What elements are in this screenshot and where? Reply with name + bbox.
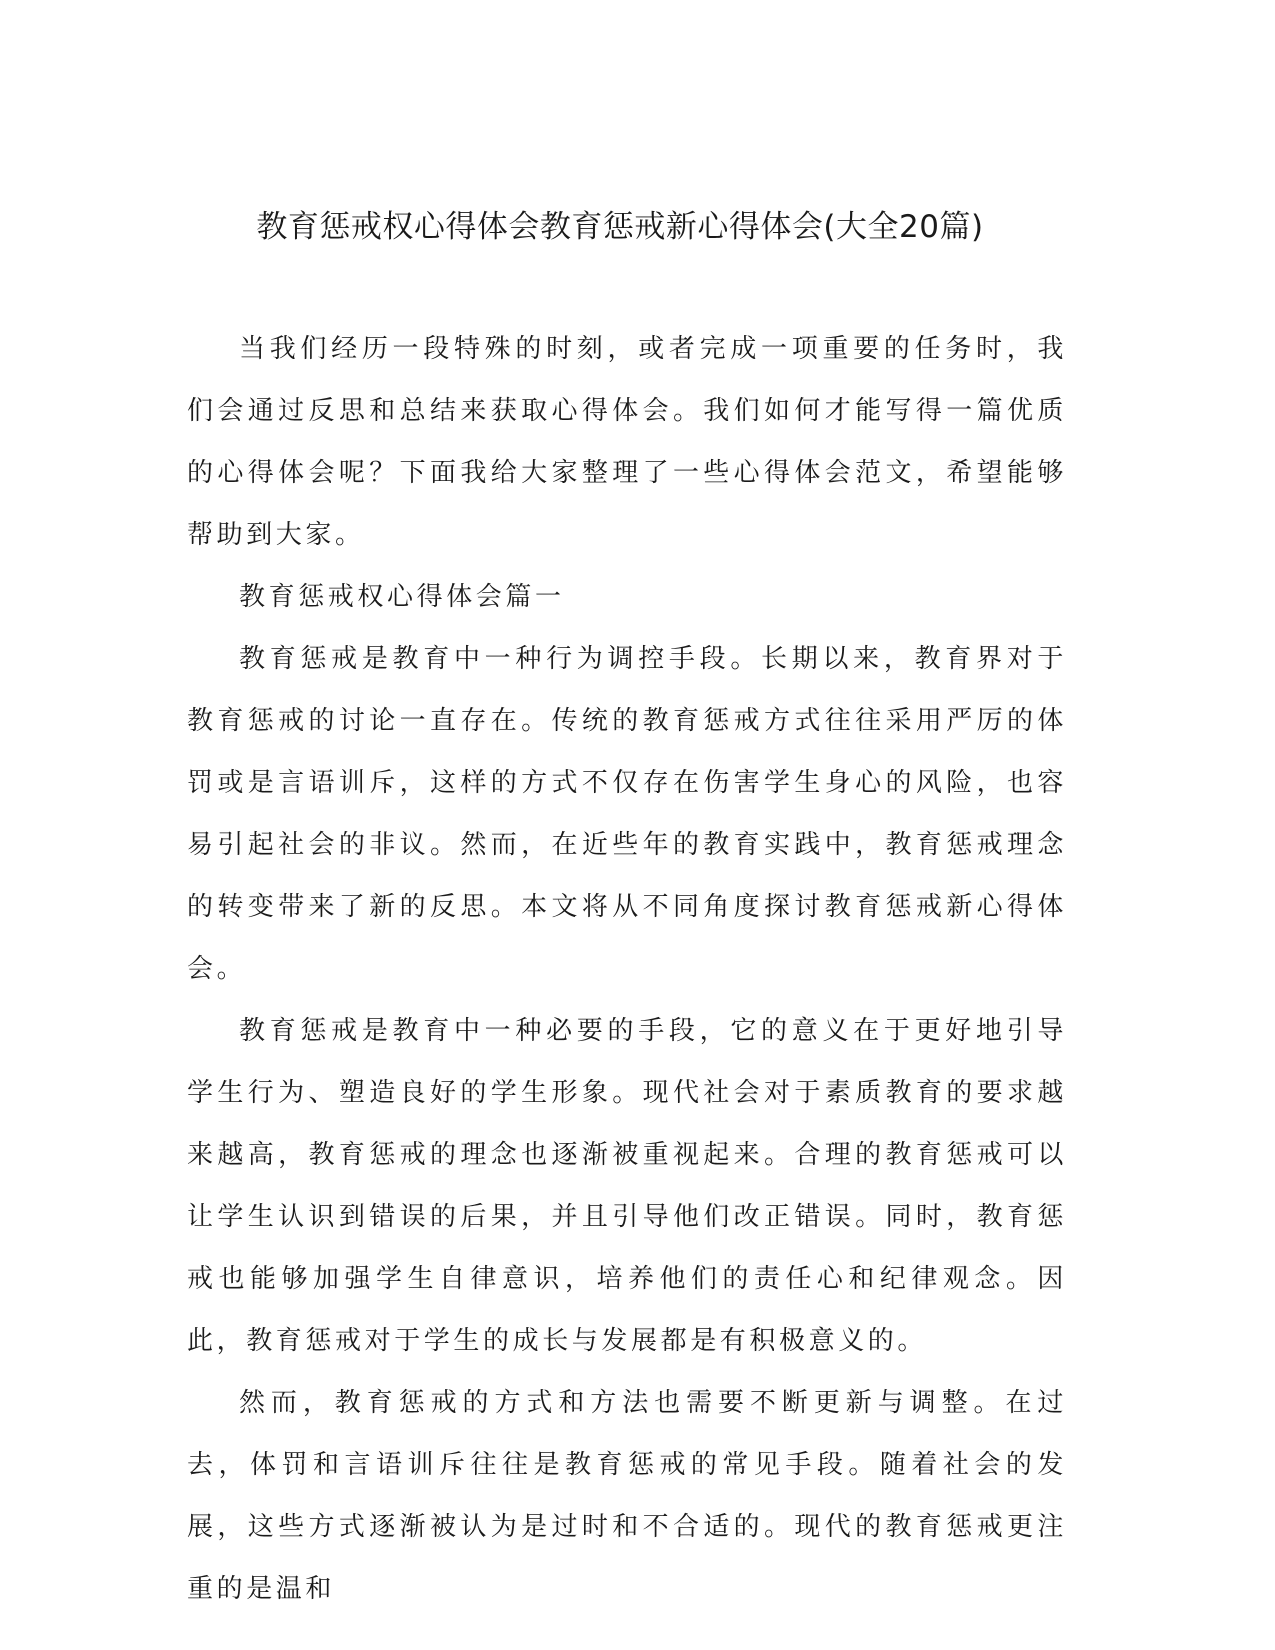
intro-paragraph: 当我们经历一段特殊的时刻，或者完成一项重要的任务时，我们会通过反思和总结来获取心得体会。我们如何才能写得一篇优质的心得体会呢？下面我给大家整理了一些心得体会范文，希望能够帮助到大家。 [187, 334, 1067, 550]
document-body [187, 318, 1067, 1620]
body-paragraph: 教育惩戒是教育中一种必要的手段，它的意义在于更好地引导学生行为、塑造良好的学生形象。现代社会对于素质教育的要求越来越高，教育惩戒的理念也逐渐被重视起来。合理的教育惩戒可以让学生认识到错误的后果，并且引导他们改正错误。同时，教育惩戒也能够加强学生自律意识，培养他们的责任心和纪律观念。因此，教育惩戒对于学生的成长与发展都是有积极意义的。 [187, 1016, 1067, 1356]
section-heading: 教育惩戒权心得体会篇一 [239, 582, 565, 612]
body-paragraph: 然而，教育惩戒的方式和方法也需要不断更新与调整。在过去，体罚和言语训斥往往是教育惩戒的常见手段。随着社会的发展，这些方式逐渐被认为是过时和不合适的。现代的教育惩戒更注重的是温和 [187, 1388, 1067, 1604]
body-paragraph: 教育惩戒是教育中一种行为调控手段。长期以来，教育界对于教育惩戒的讨论一直存在。传统的教育惩戒方式往往采用严厉的体罚或是言语训斥，这样的方式不仅存在伤害学生身心的风险，也容易引起社会的非议。然而，在近些年的教育实践中，教育惩戒理念的转变带来了新的反思。本文将从不同角度探讨教育惩戒新心得体会。 [187, 644, 1067, 984]
document-title: 教育惩戒权心得体会教育惩戒新心得体会(大全20篇) [256, 209, 984, 245]
